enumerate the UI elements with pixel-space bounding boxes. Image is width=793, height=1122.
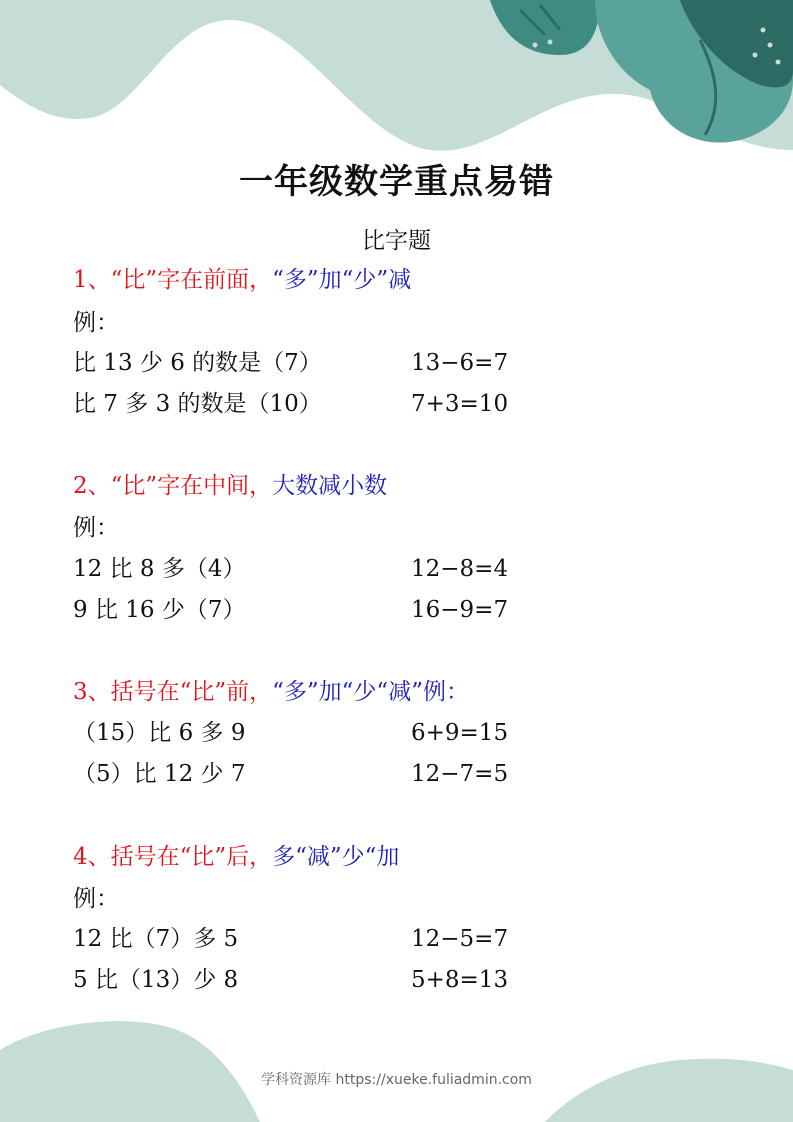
section-1-example-label: 例： [73, 310, 119, 336]
section-4-problem-1: 12 比（7）多 5 [73, 926, 239, 952]
section-3-equation-1: 6+9=15 [411, 720, 509, 746]
section-2-problem-2: 9 比 16 少（7） [73, 597, 246, 623]
page-title: 一年级数学重点易错 [239, 162, 554, 202]
section-2-heading [73, 471, 387, 501]
section-4-heading-blue: 多“减”少“加 [272, 844, 400, 870]
section-2-equation-1: 12−8=4 [411, 556, 509, 582]
section-2-problem-1: 12 比 8 多（4） [73, 556, 246, 582]
section-1-problem-2: 比 7 多 3 的数是（10） [73, 391, 322, 417]
section-1-equation-2: 7+3=10 [411, 391, 509, 417]
section-4-example-label: 例： [73, 886, 119, 912]
section-3-problem-1: （15）比 6 多 9 [73, 720, 246, 746]
section-3-heading-blue: “多”加“少“减”例： [272, 679, 469, 705]
footer-watermark: 学科资源库 https://xueke.fuliadmin.com [261, 1072, 532, 1088]
section-4-equation-2: 5+8=13 [411, 967, 509, 993]
section-3-heading [73, 677, 469, 707]
section-3-equation-2: 12−7=5 [411, 761, 509, 787]
section-2-equation-2: 16−9=7 [411, 597, 509, 623]
section-1-problem-1: 比 13 少 6 的数是（7） [73, 350, 322, 376]
section-1-heading-red: 1、“比”字在前面， [73, 267, 273, 293]
section-4-heading-red: 4、括号在“比”后， [73, 844, 273, 870]
section-4-equation-1: 12−5=7 [411, 926, 509, 952]
section-2-heading-red: 2、“比”字在中间， [73, 473, 273, 499]
section-3-heading-red: 3、括号在“比”前， [73, 679, 273, 705]
section-2-heading-blue: 大数减小数 [272, 473, 388, 499]
section-3-problem-2: （5）比 12 少 7 [73, 761, 246, 787]
page-subtitle: 比字题 [362, 228, 431, 254]
section-2-example-label: 例： [73, 515, 119, 541]
section-1-heading [73, 265, 411, 295]
section-4-heading [73, 842, 399, 872]
section-4-problem-2: 5 比（13）少 8 [73, 967, 239, 993]
section-1-heading-blue: “多”加“少”减 [272, 267, 412, 293]
section-1-equation-1: 13−6=7 [411, 350, 509, 376]
